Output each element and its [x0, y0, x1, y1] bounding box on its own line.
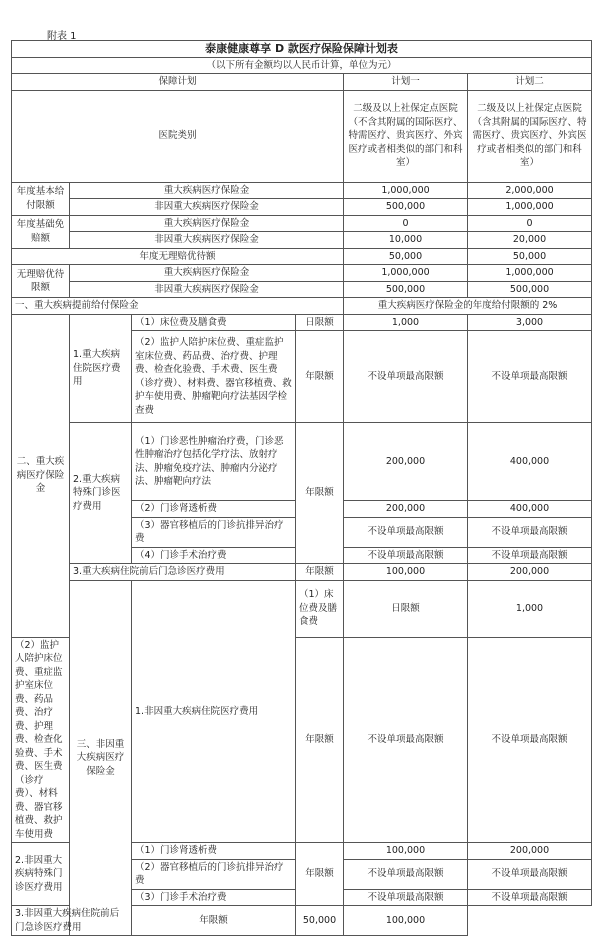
section3-g2-r3: （3）门诊手术治疗费: [132, 889, 296, 906]
no-claim-limit-noncritical-p2: 500,000: [468, 281, 592, 298]
section2-g1-r2-p1: 不设单项最高限额: [344, 331, 468, 423]
table-row: [12, 182, 592, 199]
hospital-label: 医院类别: [12, 90, 344, 182]
table-title: 泰康健康尊享 D 款医疗保险保障计划表: [12, 41, 592, 58]
header-row: [12, 74, 592, 91]
plan2-hospital-desc: 二级及以上社保定点医院（含其附属的国际医疗、特需医疗、贵宾医疗、外宾医疗或者相类似的部门和科室）: [468, 90, 592, 182]
section2-g2-r3-p1: 不设单项最高限额: [344, 517, 468, 547]
section2-g2-r2-p2: 400,000: [468, 501, 592, 518]
section2-g2-r1: （1）门诊恶性肿瘤治疗费，门诊恶性肿瘤治疗包括化学疗法、放射疗法、肿瘤免疫疗法、肿瘤内分泌疗法、肿瘤靶向疗法: [132, 423, 296, 501]
section3-g2-r2: （2）器官移植后的门诊抗排异治疗费: [132, 859, 296, 889]
deductible-label: 年度基础免赔额: [12, 215, 70, 248]
annual-limit-critical-p2: 2,000,000: [468, 182, 592, 199]
section3-g2-r3-p2: 不设单项最高限额: [468, 889, 592, 906]
section2-g2-r4-p2: 不设单项最高限额: [468, 547, 592, 564]
advance-label: 一、重大疾病提前给付保险金: [12, 298, 344, 315]
section3-g3-period: 年限额: [132, 906, 296, 936]
section3-g1-r1-period: 日限额: [344, 580, 468, 637]
section2-g2-r1-p2: 400,000: [468, 423, 592, 501]
annual-limit-label: 年度基本给付限额: [12, 182, 70, 215]
table-row: [12, 564, 592, 581]
section3-g1-r1-p1: 1,000: [468, 580, 592, 637]
section3-g2-period: 年限额: [296, 843, 344, 906]
no-claim-limit-critical: 重大疾病医疗保险金: [70, 265, 344, 282]
table-row: [12, 423, 592, 501]
table-row: [12, 298, 592, 315]
section2-g2-r4-p1: 不设单项最高限额: [344, 547, 468, 564]
section2-g2-label: 2.重大疾病特殊门诊医疗费用: [70, 423, 132, 564]
table-row: [12, 580, 592, 637]
coverage-table: [11, 40, 592, 936]
table-row: [12, 248, 592, 265]
no-claim-limit-noncritical-p1: 500,000: [344, 281, 468, 298]
section2-g1-r1-p1: 1,000: [344, 314, 468, 331]
table-row: [12, 215, 592, 232]
table-row: [12, 906, 592, 936]
section2-label: 二、重大疾病医疗保险金: [12, 314, 70, 637]
section3-g1-r2-p1: 不设单项最高限额: [344, 637, 468, 843]
appendix-label: 附表 1: [47, 31, 77, 42]
section3-label: 三、非因重大疾病医疗保险金: [70, 580, 132, 936]
section2-g2-r2: （2）门诊肾透析费: [132, 501, 296, 518]
no-claim-limit-label: 无理赔优待限额: [12, 265, 70, 298]
section3-g2-r3-p1: 不设单项最高限额: [344, 889, 468, 906]
subtitle-row: [12, 57, 592, 74]
section3-g1-r2-period: 年限额: [296, 637, 344, 843]
section2-g3-p2: 200,000: [468, 564, 592, 581]
table-row: [12, 199, 592, 216]
deductible-noncritical-p2: 20,000: [468, 232, 592, 249]
deductible-noncritical-p1: 10,000: [344, 232, 468, 249]
deductible-critical-p1: 0: [344, 215, 468, 232]
table-row: [12, 232, 592, 249]
annual-limit-noncritical: 非因重大疾病医疗保险金: [70, 199, 344, 216]
section3-g2-r1-p1: 100,000: [344, 843, 468, 860]
annual-limit-noncritical-p2: 1,000,000: [468, 199, 592, 216]
no-claim-limit-critical-p1: 1,000,000: [344, 265, 468, 282]
advance-value: 重大疾病医疗保险金的年度给付限额的 2%: [344, 298, 592, 315]
hospital-row: [12, 90, 592, 182]
section2-g3-label: 3.重大疾病住院前后门急诊医疗费用: [70, 564, 296, 581]
deductible-critical-p2: 0: [468, 215, 592, 232]
section3-g1-r1: （1）床位费及膳食费: [296, 580, 344, 637]
section2-g1-r2-p2: 不设单项最高限额: [468, 331, 592, 423]
table-subtitle: （以下所有金额均以人民币计算，单位为元）: [12, 57, 592, 74]
table-row: [12, 314, 592, 331]
section2-g2-period: 年限额: [296, 423, 344, 564]
no-claim-label: 年度无理赔优待额: [12, 248, 344, 265]
no-claim-limit-noncritical: 非因重大疾病医疗保险金: [70, 281, 344, 298]
section2-g1-r1-p2: 3,000: [468, 314, 592, 331]
section3-g1-r2-p2: 不设单项最高限额: [468, 637, 592, 843]
section3-g3-p1: 50,000: [296, 906, 344, 936]
section2-g1-r2-period: 年限额: [296, 331, 344, 423]
section2-g1-r1-period: 日限额: [296, 314, 344, 331]
title-row: [12, 41, 592, 58]
section3-g1-r2: （2）监护人陪护床位费、重症监护室床位费、药品费、治疗费、护理费、检查化验费、手术费、医生费（诊疗费）、材料费、器官移植费、救护车使用费: [12, 637, 70, 843]
deductible-noncritical: 非因重大疾病医疗保险金: [70, 232, 344, 249]
section3-g1-label: 1.非因重大疾病住院医疗费用: [132, 580, 296, 843]
section2-g2-r4: （4）门诊手术治疗费: [132, 547, 296, 564]
annual-limit-noncritical-p1: 500,000: [344, 199, 468, 216]
no-claim-p2: 50,000: [468, 248, 592, 265]
section2-g2-r3-p2: 不设单项最高限额: [468, 517, 592, 547]
section3-g2-r1-p2: 200,000: [468, 843, 592, 860]
section2-g1-r1: （1）床位费及膳食费: [132, 314, 296, 331]
section3-g3-p2: 100,000: [344, 906, 468, 936]
deductible-critical: 重大疾病医疗保险金: [70, 215, 344, 232]
table-row: [12, 281, 592, 298]
no-claim-limit-critical-p2: 1,000,000: [468, 265, 592, 282]
section3-g2-r2-p1: 不设单项最高限额: [344, 859, 468, 889]
plan1-hospital-desc: 二级及以上社保定点医院（不含其附属的国际医疗、特需医疗、贵宾医疗、外宾医疗或者相类似的部门和科室）: [344, 90, 468, 182]
header-plan1: 计划一: [344, 74, 468, 91]
section3-g3-label: 3.非因重大疾病住院前后门急诊医疗费用: [12, 906, 132, 936]
section2-g1-r2: （2）监护人陪护床位费、重症监护室床位费、药品费、治疗费、护理费、检查化验费、手术费、医生费（诊疗费）、材料费、器官移植费、救护车使用费、肿瘤靶向疗法基因学检查费: [132, 331, 296, 423]
section2-g2-r3: （3）器官移植后的门诊抗排异治疗费: [132, 517, 296, 547]
section3-g2-r1: （1）门诊肾透析费: [132, 843, 296, 860]
section3-g2-r2-p2: 不设单项最高限额: [468, 859, 592, 889]
header-plan2: 计划二: [468, 74, 592, 91]
section2-g2-r2-p1: 200,000: [344, 501, 468, 518]
table-row: [12, 265, 592, 282]
section2-g3-period: 年限额: [296, 564, 344, 581]
annual-limit-critical: 重大疾病医疗保险金: [70, 182, 344, 199]
section2-g1-label: 1.重大疾病住院医疗费用: [70, 314, 132, 423]
annual-limit-critical-p1: 1,000,000: [344, 182, 468, 199]
section2-g2-r1-p1: 200,000: [344, 423, 468, 501]
no-claim-p1: 50,000: [344, 248, 468, 265]
section2-g3-p1: 100,000: [344, 564, 468, 581]
header-plan: 保障计划: [12, 74, 344, 91]
section3-g2-label: 2.非因重大疾病特殊门诊医疗费用: [12, 843, 70, 906]
